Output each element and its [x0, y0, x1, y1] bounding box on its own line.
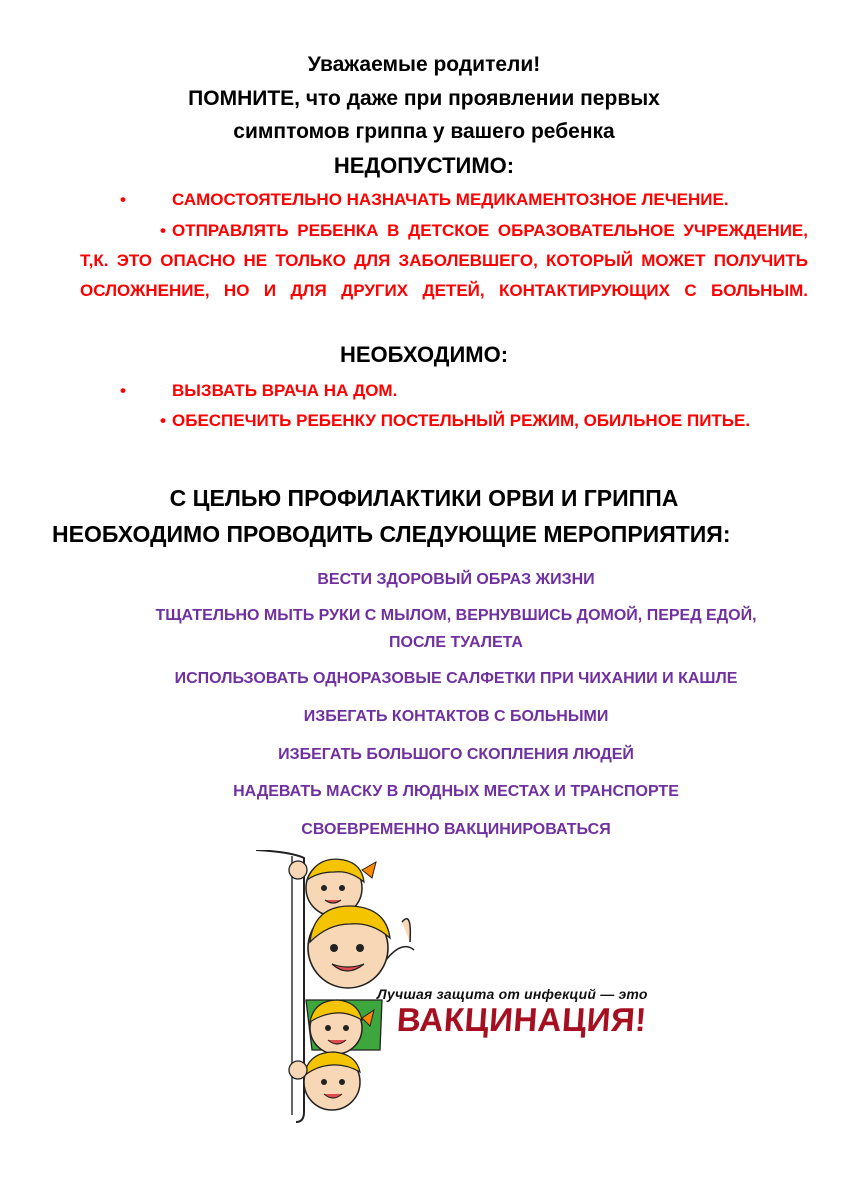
- unacceptable-item-1: [80, 185, 808, 215]
- bullet-icon: •: [160, 221, 166, 240]
- necessary-item-1-text: ВЫЗВАТЬ ВРАЧА НА ДОМ.: [172, 381, 398, 400]
- prevention-item: ИЗБЕГАТЬ БОЛЬШОГО СКОПЛЕНИЯ ЛЮДЕЙ: [278, 746, 634, 763]
- necessary-item-1: [80, 376, 808, 406]
- unacceptable-item-1-text: САМОСТОЯТЕЛЬНО НАЗНАЧАТЬ МЕДИКАМЕНТОЗНОЕ ЛЕЧЕНИЕ.: [172, 190, 729, 209]
- bullet-icon: •: [160, 411, 166, 430]
- necessary-title: НЕОБХОДИМО:: [339, 342, 509, 367]
- prevention-item: НАДЕВАТЬ МАСКУ В ЛЮДНЫХ МЕСТАХ И ТРАНСПОРТЕ: [233, 783, 679, 800]
- banner-vaccination: ВАКЦИНАЦИЯ!: [395, 1001, 649, 1038]
- necessary-item-2: [80, 406, 808, 436]
- necessary-item-2-text: • ОБЕСПЕЧИТЬ РЕБЕНКУ ПОСТЕЛЬНЫЙ РЕЖИМ, ОБИЛЬНОЕ ПИТЬЕ.: [80, 406, 808, 436]
- prevention-item: ТЩАТЕЛЬНО МЫТЬ РУКИ С МЫЛОМ, ВЕРНУВШИСЬ ДОМОЙ, ПЕРЕД ЕДОЙ,: [155, 607, 757, 624]
- child-4-icon: [289, 1052, 360, 1110]
- prevention-item: ПОСЛЕ ТУАЛЕТА: [389, 634, 523, 651]
- reminder-line-1: ПОМНИТЕ, что даже при проявлении первых: [188, 87, 660, 110]
- prevention-heading-2: НЕОБХОДИМО ПРОВОДИТЬ СЛЕДУЮЩИЕ МЕРОПРИЯТИЯ:: [52, 521, 731, 547]
- unacceptable-title: НЕДОПУСТИМО:: [333, 153, 515, 178]
- prevention-item: СВОЕВРЕМЕННО ВАКЦИНИРОВАТЬСЯ: [301, 821, 611, 838]
- unacceptable-item-2: [80, 216, 808, 306]
- unacceptable-item-2-text: • ОТПРАВЛЯТЬ РЕБЕНКА В ДЕТСКОЕ ОБРАЗОВАТЕЛЬНОЕ УЧРЕЖДЕНИЕ, Т,К. ЭТО ОПАСНО НЕ ТОЛЬКО ДЛЯ ЗАБОЛЕВШЕГО, КОТОРЫЙ МОЖЕТ ПОЛУЧИТЬ ОСЛОЖНЕНИЕ, НО И ДЛЯ ДРУГИХ ДЕТЕЙ, КОНТАКТИРУЮЩИХ С БОЛЬНЫМ.: [80, 216, 808, 306]
- banner-slogan: Лучшая защита от инфекций — это: [377, 986, 648, 1002]
- reminder-line-2: симптомов гриппа у вашего ребенка: [233, 120, 615, 143]
- prevention-item: ИСПОЛЬЗОВАТЬ ОДНОРАЗОВЫЕ САЛФЕТКИ ПРИ ЧИХАНИИ И КАШЛЕ: [174, 670, 738, 687]
- bullet-icon: •: [120, 381, 126, 400]
- bullet-icon: •: [120, 190, 126, 209]
- prevention-item: ВЕСТИ ЗДОРОВЫЙ ОБРАЗ ЖИЗНИ: [317, 571, 595, 588]
- prevention-heading-1: С ЦЕЛЬЮ ПРОФИЛАКТИКИ ОРВИ И ГРИППА: [169, 485, 679, 511]
- greeting-heading: Уважаемые родители!: [307, 53, 541, 76]
- prevention-item: ИЗБЕГАТЬ КОНТАКТОВ С БОЛЬНЫМИ: [303, 708, 609, 725]
